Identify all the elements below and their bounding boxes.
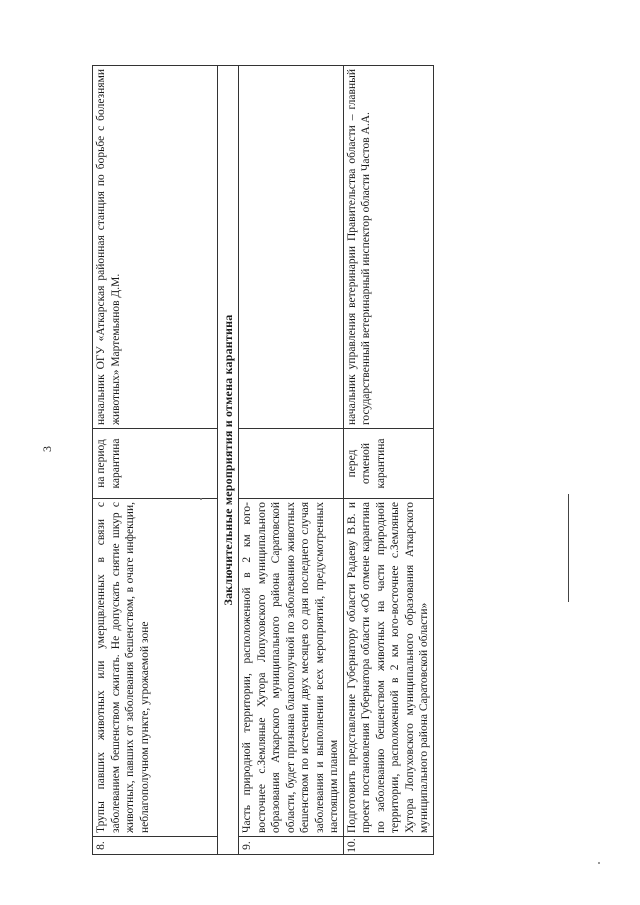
table-row (343, 66, 433, 855)
measure-term: перед отменой карантина (343, 429, 433, 499)
section-title: Заключительные мероприятия и отмена карантина (218, 66, 239, 855)
row-number: 9. (239, 837, 344, 855)
measures-table (92, 65, 434, 855)
section-row (218, 66, 239, 855)
scan-speck (200, 498, 202, 500)
measure-term: на период карантина (93, 429, 218, 499)
measure-text: Трупы павших животных или умерщвленных в связи с заболеванием бешенством сжигать. Не допускать снятие шкур с животных, павших от заболевания бешенством, в очаге инфекции, неблагополучном пункте, угрожаемой зоне (93, 499, 218, 837)
row-number: 8. (93, 837, 218, 855)
signature-line (568, 494, 569, 602)
measure-responsible: начальник ОГУ «Аткарская районная станция по борьбе с болезнями животных» Мартемьянов Д.М. (93, 66, 218, 429)
measure-text: Подготовить представление Губернатору области Радаеву В.В. и проект постановления Губернатора области «Об отмене карантина по заболеванию бешенством животных на части природной территории, расположенной в 2 км юго-восточнее с.Земляные Хутора Лопуховского муниципального образования Аткарского муниципального района Саратовской области» (343, 499, 433, 837)
page-number: 3 (40, 446, 54, 452)
plan-table-container (92, 65, 430, 855)
measure-term (239, 429, 344, 499)
measure-text: Часть природной территории, расположенной в 2 км юго-восточнее с.Земляные Хутора Лопуховского муниципального образования Аткарского муниципального района Саратовской области, будет признана благополучной по заболеванию животных бешенством по истечении двух месяцев со дня последнего случая заболевания и выполнении всех мероприятий, предусмотренных настоящим планом (239, 499, 344, 837)
measure-responsible (239, 66, 344, 429)
row-number: 10. (343, 837, 433, 855)
measure-responsible: начальник управления ветеринарии Правительства области – главный государственный ветеринарный инспектор области Частов А.А. (343, 66, 433, 429)
scan-speck (598, 862, 600, 864)
table-row (93, 66, 218, 855)
table-row (239, 66, 344, 855)
